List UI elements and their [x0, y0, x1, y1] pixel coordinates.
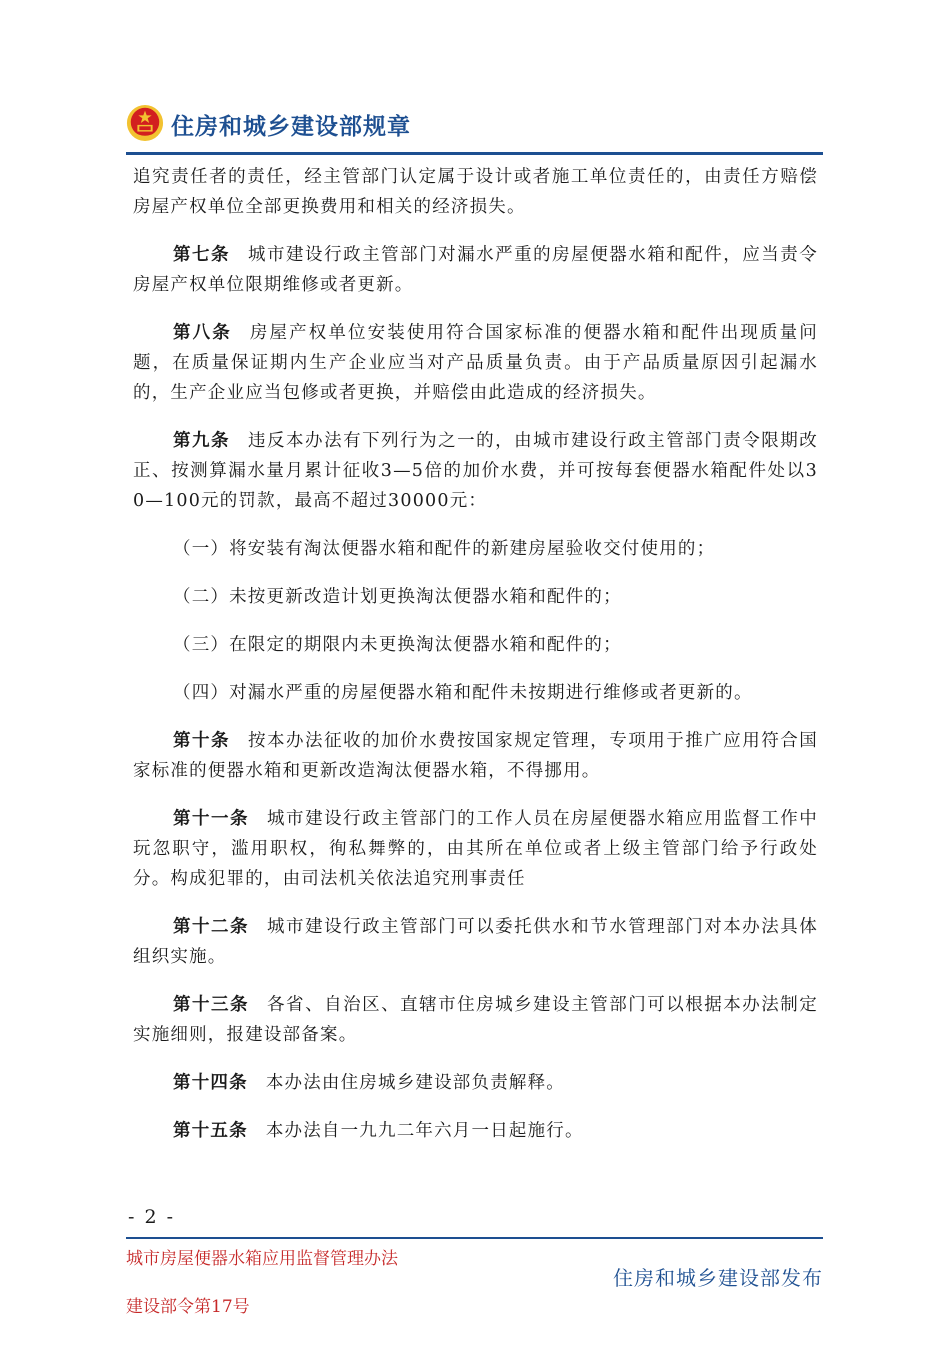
article-text: 房屋产权单位安装使用符合国家标准的便器水箱和配件出现质量问题，在质量保证期内生产企业应当对产品质量负责。由于产品质量原因引起漏水的，生产企业应当包修或者更换，并赔偿由此造成的经济损失。: [133, 323, 818, 403]
article-8: [133, 318, 818, 408]
page-number: - 2 -: [128, 1206, 176, 1228]
article-text: 城市建设行政主管部门可以委托供水和节水管理部门对本办法具体组织实施。: [133, 917, 818, 967]
article-text: 本办法自一九九二年六月一日起施行。: [265, 1121, 584, 1141]
article-text: 城市建设行政主管部门对漏水严重的房屋便器水箱和配件，应当责令房屋产权单位限期维修或者更新。: [133, 245, 818, 295]
article-label: 第十四条: [173, 1073, 248, 1093]
publisher-label: 住房和城乡建设部发布: [613, 1266, 823, 1290]
article-11: [133, 804, 818, 894]
page-footer: [126, 1200, 823, 1330]
article-label: 第十五条: [173, 1121, 248, 1141]
article-text: 本办法由住房城乡建设部负责解释。: [265, 1073, 566, 1093]
article-text: 按本办法征收的加价水费按国家规定管理，专项用于推广应用符合国家标准的便器水箱和更新改造淘汰便器水箱，不得挪用。: [133, 731, 818, 781]
document-number: 建设部令第17号: [126, 1297, 250, 1317]
list-item: （三）在限定的期限内未更换淘汰便器水箱和配件的；: [173, 635, 622, 655]
article-text: 城市建设行政主管部门的工作人员在房屋便器水箱应用监督工作中玩忽职守，滥用职权，徇私舞弊的，由其所在单位或者上级主管部门给予行政处分。构成犯罪的，由司法机关依法追究刑事责任: [133, 809, 818, 889]
article-text: 违反本办法有下列行为之一的，由城市建设行政主管部门责令限期改正、按测算漏水量月累计征收3—5倍的加价水费，并可按每套便器水箱配件处以30—100元的罚款，最高不超过30000元：: [133, 431, 818, 511]
article-10: [133, 726, 818, 786]
article-label: 第十一条: [173, 809, 250, 829]
article-15: [133, 1116, 818, 1146]
document-name: 城市房屋便器水箱应用监督管理办法: [126, 1249, 398, 1269]
article-label: 第七条: [173, 245, 231, 265]
continuation-paragraph: 追究责任者的责任，经主管部门认定属于设计或者施工单位责任的，由责任方赔偿房屋产权单位全部更换费用和相关的经济损失。: [133, 167, 818, 217]
article-14: [133, 1068, 818, 1098]
national-emblem-icon: [126, 104, 164, 142]
list-item: （一）将安装有淘汰便器水箱和配件的新建房屋验收交付使用的；: [173, 539, 716, 559]
article-text: 各省、自治区、直辖市住房城乡建设主管部门可以根据本办法制定实施细则，报建设部备案。: [133, 995, 818, 1045]
article-7: [133, 240, 818, 300]
article-9: [133, 426, 818, 516]
article-13: [133, 990, 818, 1050]
footer-divider: [126, 1237, 823, 1239]
article-label: 第十二条: [173, 917, 250, 937]
document-body: [133, 162, 818, 1146]
article-label: 第九条: [173, 431, 231, 451]
header-title: 住房和城乡建设部规章: [171, 114, 411, 140]
article-12: [133, 912, 818, 972]
list-item: （二）未按更新改造计划更换淘汰便器水箱和配件的；: [173, 587, 622, 607]
page-header: [126, 100, 823, 154]
article-label: 第八条: [173, 323, 232, 343]
list-item: （四）对漏水严重的房屋便器水箱和配件未按期进行维修或者更新的。: [173, 683, 753, 703]
article-label: 第十三条: [173, 995, 250, 1015]
article-label: 第十条: [173, 731, 231, 751]
header-divider: [126, 152, 823, 155]
